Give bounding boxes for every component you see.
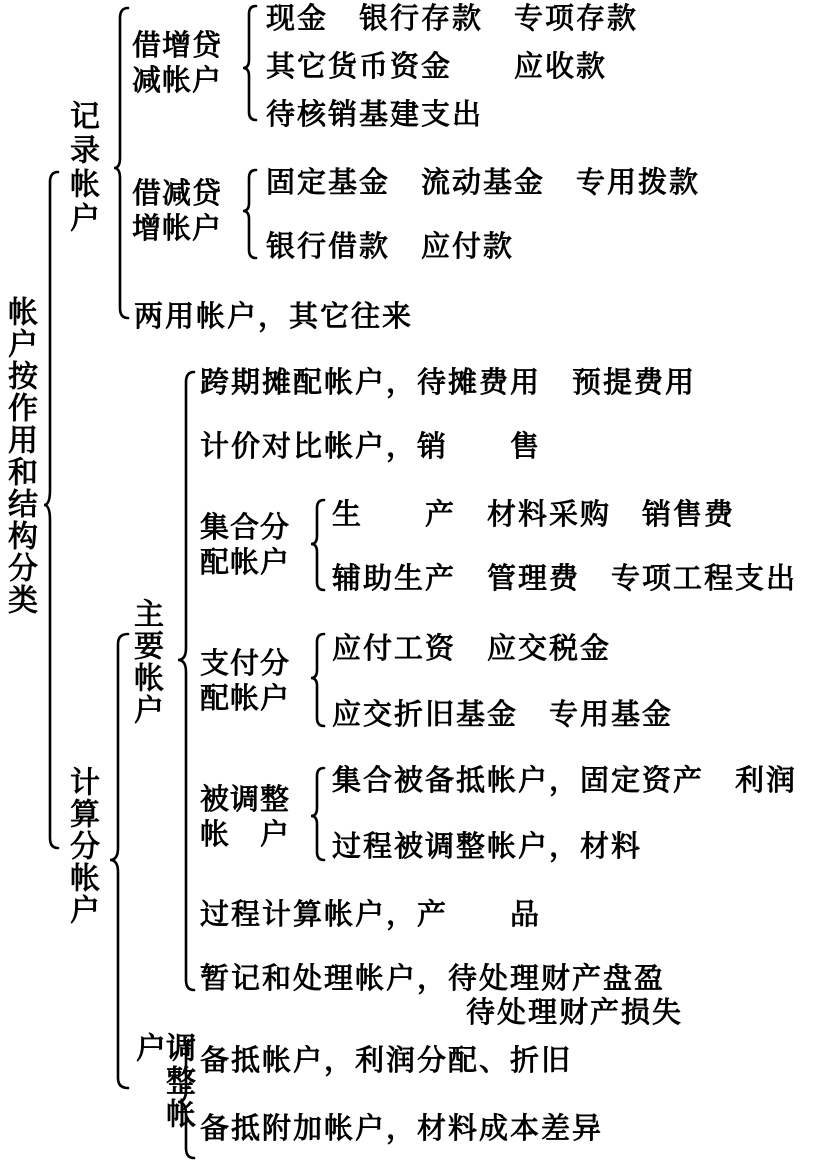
process-accounts: 过程计算帐户，产 品 (200, 897, 542, 931)
payment-distribute-label: 支付分 配帐户 (200, 646, 291, 715)
compute-accounts-label: 计算分帐户 (64, 766, 99, 926)
record-accounts-label: 记录帐户 (64, 100, 99, 236)
debit-decrease-item-2: 银行借款 应付款 (266, 229, 515, 263)
collect-distribute-label: 集合分 配帐户 (200, 510, 291, 579)
adjusted-accounts-label: 被调整 帐 户 (200, 782, 291, 851)
adjust-accounts-label: 调整帐户 (130, 1032, 195, 1131)
payment-item-2: 应交折旧基金 专用基金 (332, 697, 674, 731)
adjusted-item-1: 集合被备抵帐户，固定资产 利润 (332, 763, 798, 797)
brace-compute (110, 634, 128, 1088)
suspense-accounts: 暂记和处理帐户，待处理财产盘盈 (200, 961, 666, 995)
debit-increase-item-2: 其它货币资金 应收款 (266, 49, 608, 83)
main-accounts-label: 主要帐户 (128, 598, 163, 726)
brace-collect (311, 500, 324, 590)
brace-payment (311, 634, 324, 726)
contra-accounts: 备抵帐户，利润分配、折旧 (200, 1043, 573, 1077)
debit-decrease-item-1: 固定基金 流动基金 专用拨款 (266, 165, 701, 199)
brace-record (114, 8, 128, 318)
brace-adjusted (311, 768, 324, 860)
brace-debit-decrease (243, 170, 256, 258)
brace-main (178, 372, 194, 990)
brace-debit-increase (243, 6, 256, 120)
root-label: 帐户按作用和结构分类 (2, 296, 37, 616)
dual-use-accounts: 两用帐户，其它往来 (134, 299, 414, 333)
debit-decrease-label: 借减贷 增帐户 (132, 176, 223, 245)
brace-root (44, 172, 58, 848)
debit-increase-item-3: 待核销基建支出 (266, 97, 484, 131)
collect-item-1: 生 产 材料采购 销售费 (332, 497, 736, 531)
collect-item-2: 辅助生产 管理费 专项工程支出 (332, 561, 798, 595)
amortize-accounts: 跨期摊配帐户，待摊费用 预提费用 (200, 365, 697, 399)
debit-increase-item-1: 现金 银行存款 专项存款 (266, 1, 639, 35)
compare-accounts: 计价对比帐户，销 售 (200, 429, 542, 463)
contra-addition-accounts: 备抵附加帐户，材料成本差异 (200, 1111, 604, 1145)
debit-increase-label: 借增贷 减帐户 (132, 28, 223, 97)
payment-item-1: 应付工资 应交税金 (332, 631, 612, 665)
adjusted-item-2: 过程被调整帐户，材料 (332, 829, 643, 863)
suspense-accounts-line-2: 待处理财产损失 (466, 995, 684, 1029)
